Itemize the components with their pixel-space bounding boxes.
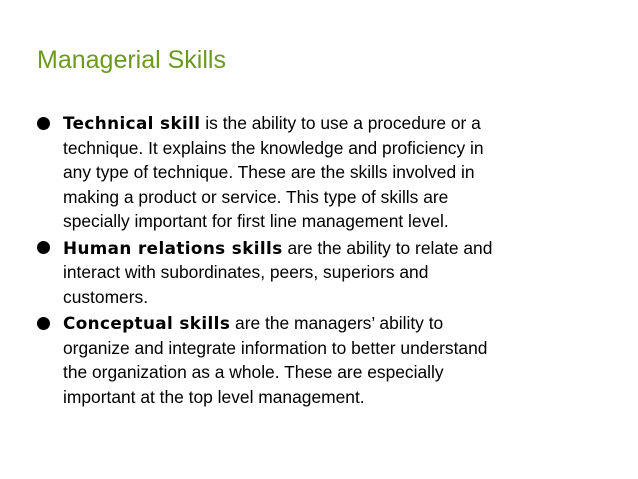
bullet-conceptual-skills bbox=[37, 311, 597, 409]
slide-title: Managerial Skills bbox=[37, 46, 226, 74]
bullet-first-line bbox=[63, 111, 597, 136]
bullet-technical-skill bbox=[37, 111, 597, 234]
bullet-text: the organization as a whole. These are especially bbox=[63, 362, 444, 382]
bullet-text: specially important for first line management level. bbox=[63, 211, 449, 231]
bullet-dot-icon bbox=[37, 317, 50, 330]
bullet-text: are the managers’ ability to bbox=[230, 313, 444, 333]
bullet-term: Technical skill bbox=[63, 113, 201, 133]
bullet-text: interact with subordinates, peers, superiors and bbox=[63, 262, 429, 282]
bullet-term: Human relations skills bbox=[63, 237, 283, 258]
bullet-human-relations-skills bbox=[37, 236, 597, 310]
bullet-list bbox=[37, 111, 597, 409]
bullet-dot-icon bbox=[37, 241, 50, 254]
bullet-text: customers. bbox=[63, 286, 149, 307]
bullet-text: organize and integrate information to better understand bbox=[63, 337, 488, 358]
bullet-text: any type of technique. These are the skills involved in bbox=[63, 162, 475, 182]
bullet-dot-icon bbox=[37, 117, 50, 130]
bullet-term: Conceptual skills bbox=[63, 313, 231, 333]
bullet-first-line bbox=[63, 236, 597, 261]
bullet-text: is the ability to use a procedure or a bbox=[200, 113, 481, 133]
bullet-first-line bbox=[63, 311, 597, 336]
bullet-text: important at the top level management. bbox=[63, 386, 365, 407]
bullet-text: are the ability to relate and bbox=[282, 237, 493, 258]
bullet-text: technique. It explains the knowledge and proficiency in bbox=[63, 137, 484, 158]
bullet-text: making a product or service. This type of skills are bbox=[63, 186, 449, 207]
